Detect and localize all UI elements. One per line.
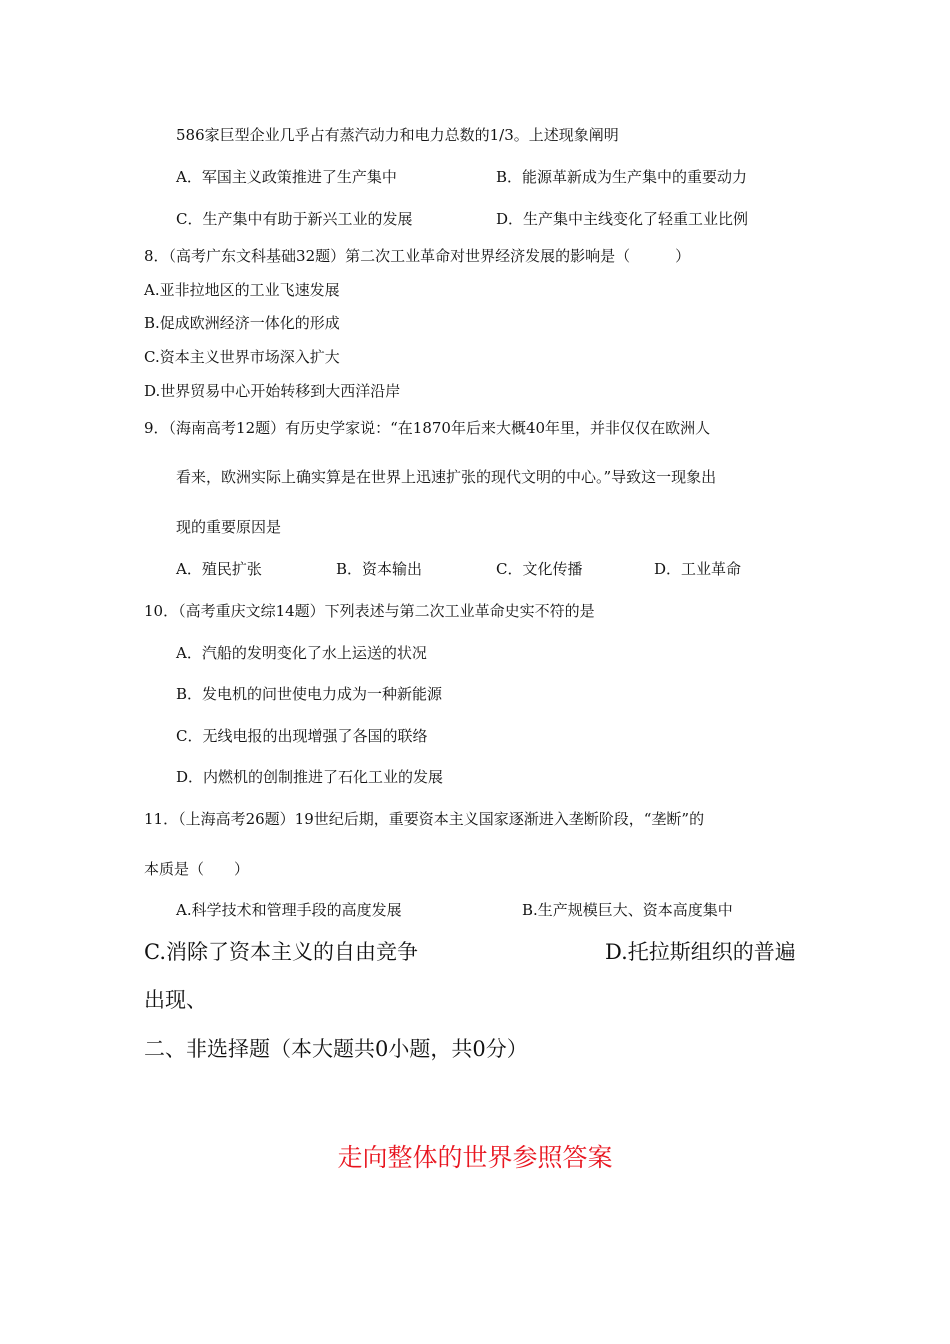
answer-key-title: 走向整体的世界参照答案 bbox=[337, 1143, 613, 1172]
q8-option-b: B.促成欧洲经济一体化的形成 bbox=[144, 314, 340, 332]
q11-option-c: C.消除了资本主义的自由竞争 bbox=[144, 940, 418, 964]
section-heading-non-choice: 二、非选择题（本大题共0小题，共0分） bbox=[144, 1037, 528, 1061]
q7-option-b: B．能源革新成为生产集中的重要动力 bbox=[496, 168, 748, 186]
q9-stem-line1: 9．（海南高考12题）有历史学家说：“在1870年后来大概40年里，并非仅仅在欧洲人 bbox=[144, 419, 711, 437]
q9-option-c: C．文化传播 bbox=[496, 560, 583, 578]
q10-option-a: A．汽船的发明变化了水上运送的状况 bbox=[176, 644, 427, 662]
q7-option-d: D．生产集中主线变化了轻重工业比例 bbox=[496, 210, 749, 228]
q10-option-d: D．内燃机的创制推进了石化工业的发展 bbox=[176, 768, 444, 786]
q11-option-b: B.生产规模巨大、资本高度集中 bbox=[522, 901, 733, 919]
q9-option-d: D．工业革命 bbox=[654, 560, 742, 578]
q7-option-a: A．军国主义政策推进了生产集中 bbox=[176, 168, 397, 186]
q7-stem-tail: 586家巨型企业几乎占有蒸汽动力和电力总数的1/3。上述现象阐明 bbox=[176, 126, 619, 144]
q10-option-b: B．发电机的问世使电力成为一种新能源 bbox=[176, 685, 443, 703]
q11-option-a: A.科学技术和管理手段的高度发展 bbox=[176, 901, 402, 919]
q9-stem-line3: 现的重要原因是 bbox=[176, 518, 282, 536]
q9-option-a: A．殖民扩张 bbox=[176, 560, 262, 578]
q10-stem: 10．（高考重庆文综14题）下列表述与第二次工业革命史实不符的是 bbox=[144, 602, 595, 620]
q8-option-c: C.资本主义世界市场深入扩大 bbox=[144, 348, 340, 366]
q9-option-b: B．资本输出 bbox=[336, 560, 423, 578]
q8-option-d: D.世界贸易中心开始转移到大西洋沿岸 bbox=[144, 382, 401, 400]
q11-stem-line2: 本质是（ ） bbox=[144, 860, 250, 878]
q8-option-a: A.亚非拉地区的工业飞速发展 bbox=[144, 281, 340, 299]
q11-option-d-continued: 出现、 bbox=[144, 988, 207, 1012]
q11-option-d: D.托拉斯组织的普遍 bbox=[605, 940, 796, 964]
q11-stem-line1: 11．（上海高考26题）19世纪后期，重要资本主义国家逐渐进入垄断阶段，“垄断”的 bbox=[144, 810, 705, 828]
q8-stem: 8．（高考广东文科基础32题）第二次工业革命对世界经济发展的影响是（ ） bbox=[144, 247, 691, 265]
q7-option-c: C．生产集中有助于新兴工业的发展 bbox=[176, 210, 413, 228]
q9-stem-line2: 看来，欧洲实际上确实算是在世界上迅速扩张的现代文明的中心。”导致这一现象出 bbox=[176, 468, 717, 486]
q10-option-c: C．无线电报的出现增强了各国的联络 bbox=[176, 727, 428, 745]
